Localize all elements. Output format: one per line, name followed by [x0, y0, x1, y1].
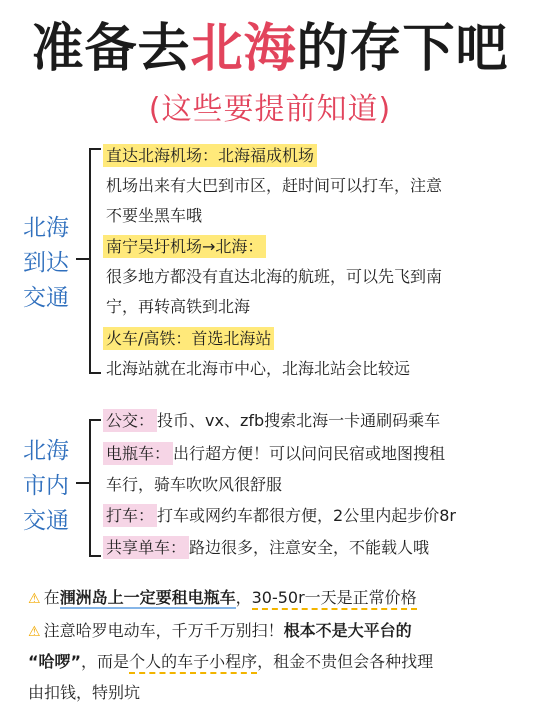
local-item-bike: 共享单车： 路边很多，注意安全，不能载人哦: [106, 537, 429, 558]
local-item-taxi: 打车： 打车或网约车都很方便，2公里内起步价8r: [106, 505, 456, 526]
arrival-text: 宁，再转高铁到北海: [106, 297, 251, 316]
arrival-text: 不要坐黑车哦: [106, 206, 203, 225]
warning-icon: ⚠: [28, 591, 41, 607]
bracket-local: [89, 419, 101, 557]
tip-line-3: “哈啰”，而是个人的车子小程序，租金不贵但会各种找理: [28, 651, 433, 672]
tip-line-2: ⚠ 注意哈罗电动车，千万千万别扫！根本不是大平台的: [28, 621, 412, 640]
page-title: 准备去北海的存下吧: [31, 19, 509, 79]
tip-line-4: 由扣钱，特别坑: [28, 683, 141, 702]
tip-line-1: ⚠ 在涠洲岛上一定要租电瓶车，30-50r一天是正常价格: [28, 587, 417, 610]
local-item-ebike-cont: 车行，骑车吹吹风很舒服: [106, 475, 283, 494]
page-subtitle: (这些要提前知道): [148, 92, 392, 127]
bracket-tick: [76, 482, 90, 484]
warning-icon: ⚠: [28, 624, 41, 640]
arrival-heading-train: 火车/高铁：首选北海站: [106, 328, 274, 349]
bracket-tick: [76, 258, 90, 260]
arrival-text: 北海站就在北海市中心，北海北站会比较远: [106, 359, 411, 378]
arrival-text: 机场出来有大巴到市区，赶时间可以打车，注意: [106, 176, 443, 195]
section-label-arrival: 北海 到达 交通: [23, 215, 69, 311]
local-item-ebike: 电瓶车： 出行超方便！可以问问民宿或地图搜租: [106, 443, 445, 464]
arrival-heading-nanning: 南宁吴圩机场→北海：: [106, 236, 266, 257]
local-item-bus: 公交： 投币、vx、zfb搜索北海一卡通刷码乘车: [106, 410, 440, 431]
bracket-arrival: [89, 148, 101, 374]
section-label-local: 北海 市内 交通: [23, 438, 69, 534]
arrival-text: 很多地方都没有直达北海的航班，可以先飞到南: [106, 267, 443, 286]
arrival-heading-airport: 直达北海机场：北海福成机场: [106, 145, 317, 166]
